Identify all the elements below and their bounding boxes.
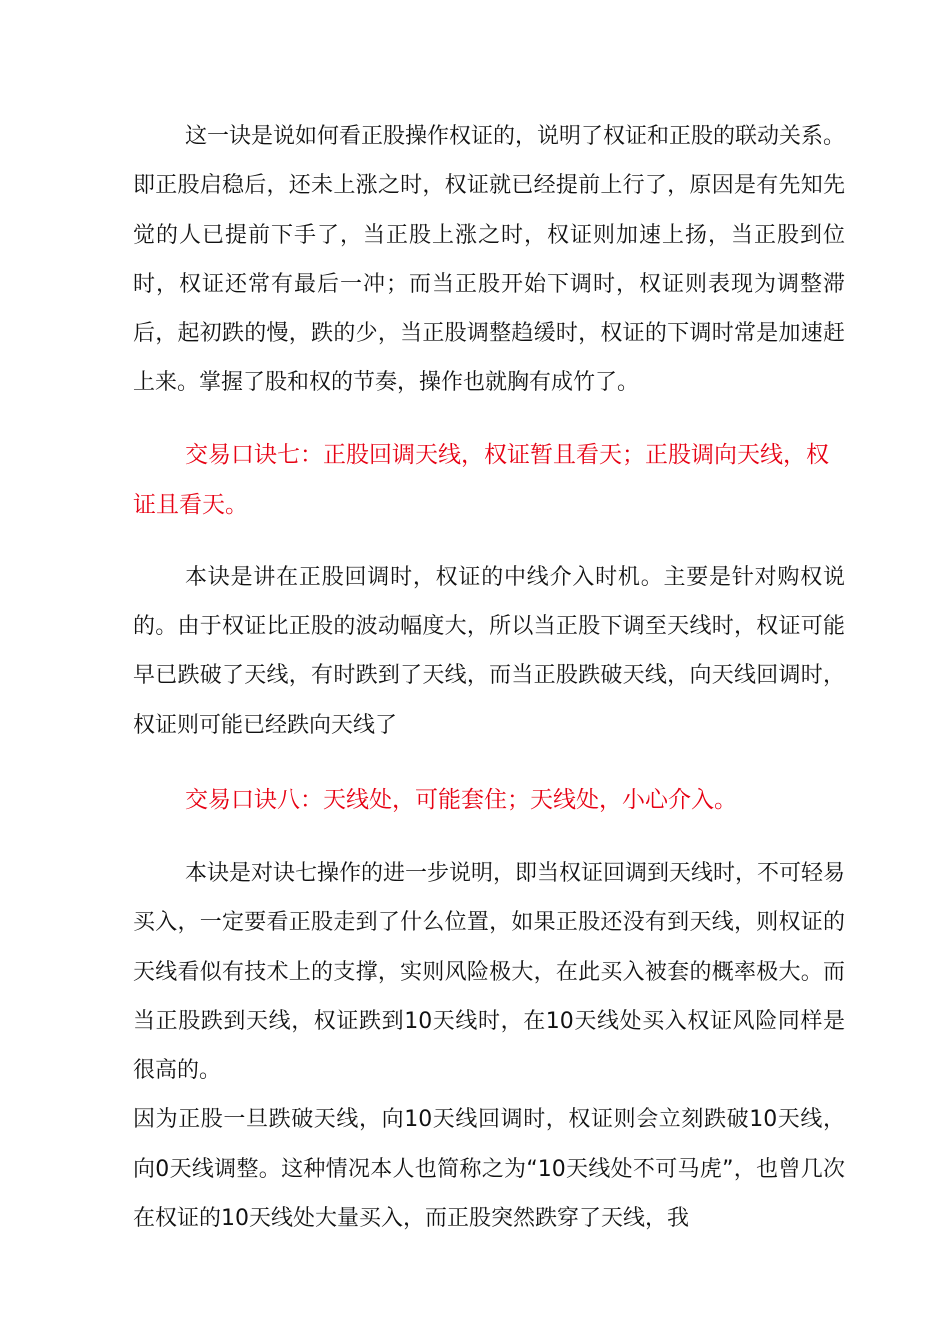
document-body [133,112,845,1243]
spacer [133,530,845,553]
spacer [133,408,845,430]
paragraph-3: 本诀是对诀七操作的进一步说明，即当权证回调到天线时，不可轻易买入，一定要看正股走到了什么位置，如果正股还没有到天线，则权证的天线看似有技术上的支撑，实则风险极大，在此买入被套的概率极大。而当正股跌到天线，权证跌到10天线时，在10天线处买入权证风险同样是很高的。 [133,860,846,1084]
paragraph-1: 这一诀是说如何看正股操作权证的，说明了权证和正股的联动关系。即正股启稳后，还未上涨之时，权证就已经提前上行了，原因是有先知先觉的人已提前下手了，当正股上涨之时，权证则加速上扬，当正股到位时，权证还常有最后一冲；而当正股开始下调时，权证则表现为调整滞后，起初跌的慢，跌的少，当正股调整趋缓时，权证的下调时常是加速赶上来。掌握了股和权的节奏，操作也就胸有成竹了。 [133,124,846,396]
spacer [133,825,845,849]
heading-mnemonic-8: 交易口诀八：天线处，可能套住；天线处，小心介入。 [185,786,737,813]
paragraph-4: 因为正股一旦跌破天线，向10天线回调时，权证则会立刻跌破10天线，向0天线调整。这种情况本人也简称之为“10天线处不可马虎”，也曾几次在权证的10天线处大量买入，而正股突然跌穿了天线，我 [133,1107,845,1232]
heading-mnemonic-7: 交易口诀七：正股回调天线，权证暂且看天；正股调向天线，权证且看天。 [133,441,829,518]
paragraph-2: 本诀是讲在正股回调时，权证的中线介入时机。主要是针对购权说的。由于权证比正股的波动幅度大，所以当正股下调至天线时，权证可能早已跌破了天线，有时跌到了天线，而当正股跌破天线，向天线回调时，权证则可能已经跌向天线了 [133,564,845,738]
spacer [133,750,845,775]
